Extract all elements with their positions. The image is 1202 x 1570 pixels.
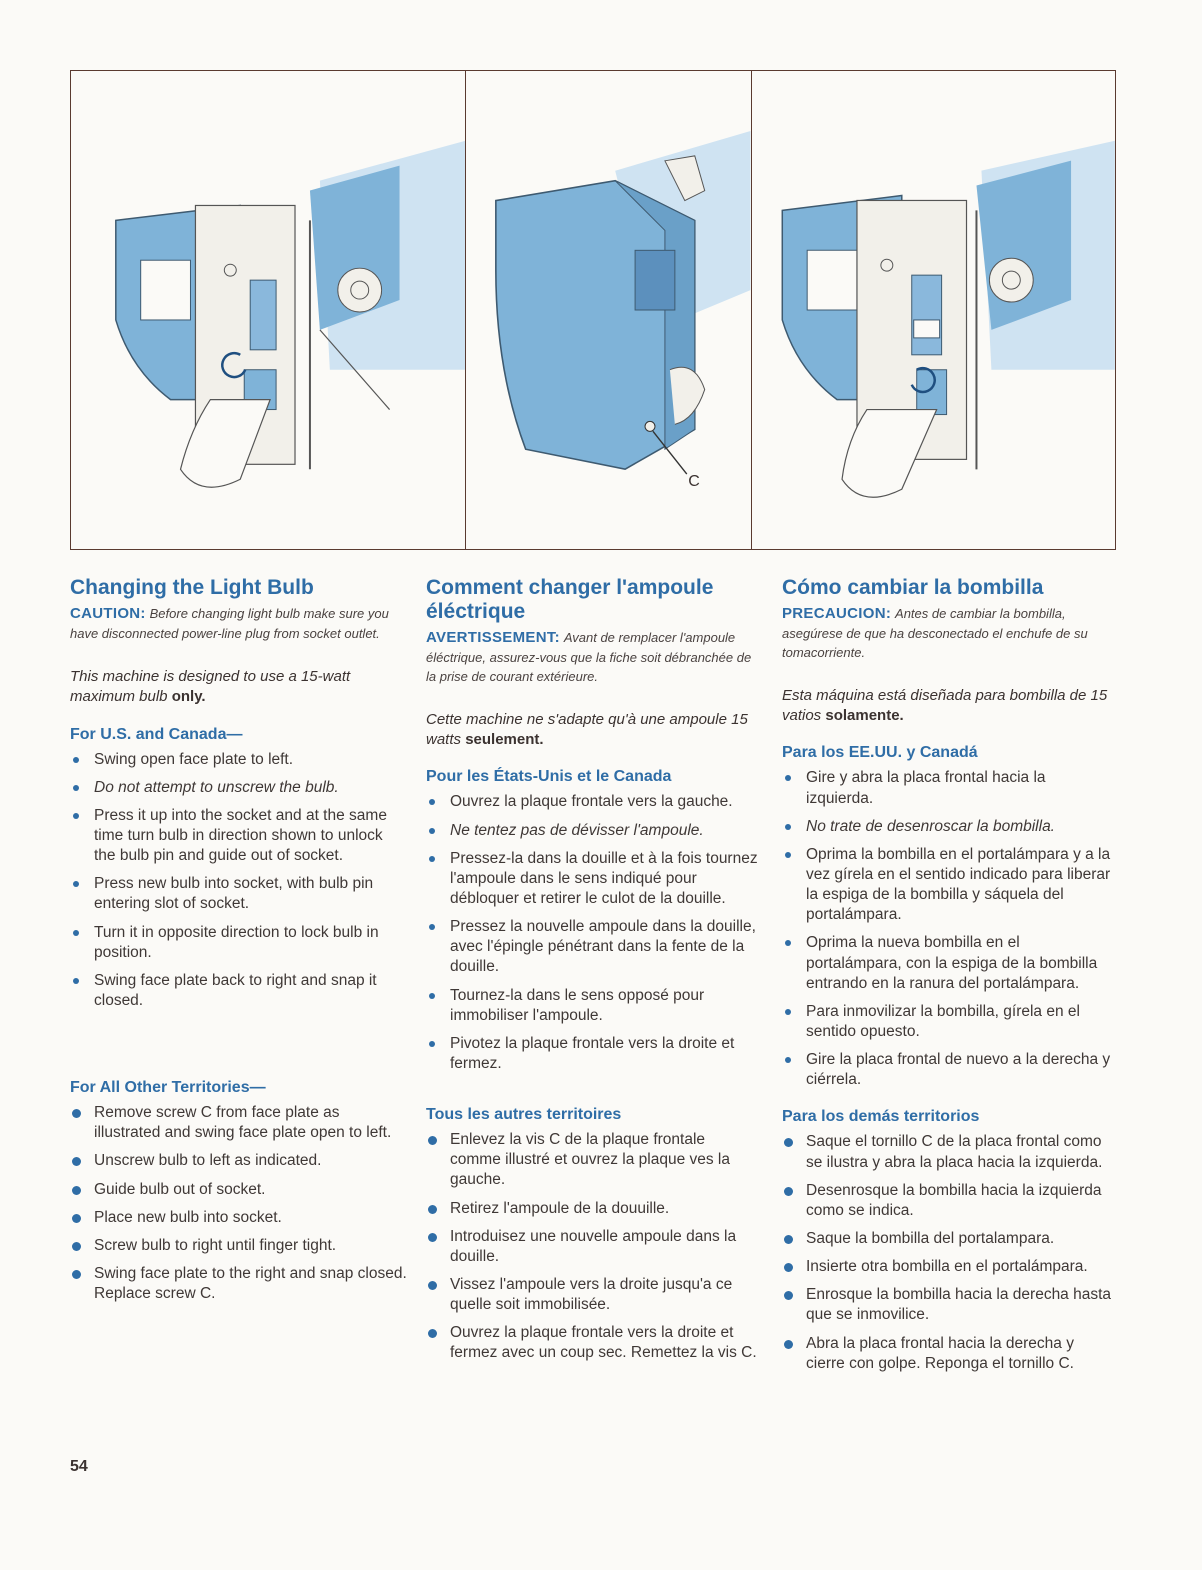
list-item: Ne tentez pas de dévisser l'ampoule.	[426, 821, 760, 841]
list-item: Ouvrez la plaque frontale vers la gauche.	[426, 792, 760, 812]
french-us-heading: Pour les États-Unis et le Canada	[426, 768, 672, 786]
page-number: 54	[70, 1458, 88, 1475]
spanish-us-heading: Para los EE.UU. y Canadá	[782, 744, 978, 762]
list-item: Enrosque la bombilla hacia la derecha hasta que se inmovilice.	[782, 1285, 1116, 1325]
english-other-heading: For All Other Territories—	[70, 1079, 266, 1097]
list-item: Oprima la nueva bombilla en el portalámpara, con la espiga de la bombilla entrando en la ranura del portalámpara.	[782, 933, 1116, 993]
spanish-note-text: Esta máquina está diseñada para bombilla de 15 vatios	[782, 686, 1108, 725]
illustration-closed-faceplate-screw-c	[466, 71, 751, 549]
english-note-text: This machine is designed to use a 15-watt maximum bulb	[70, 668, 351, 706]
french-us-steps	[426, 792, 760, 1074]
english-wattage-note	[70, 667, 408, 708]
list-item: Swing face plate to the right and snap closed. Replace screw C.	[70, 1264, 408, 1304]
french-title: Comment changer l'ampoule éléctrique	[426, 576, 714, 623]
list-item: Saque la bombilla del portalampara.	[782, 1229, 1116, 1249]
illustration-insert-new-bulb	[752, 71, 1115, 549]
spanish-other-heading: Para los demás territorios	[782, 1108, 980, 1126]
list-item: Oprima la bombilla en el portalámpara y a la vez gírela en el sentido indicado para liberar la espiga de la bombilla y sáquela del portalámpara.	[782, 845, 1116, 926]
english-us-steps	[70, 750, 408, 1012]
english-note-strong: only.	[171, 688, 206, 706]
list-item: Guide bulb out of socket.	[70, 1180, 408, 1200]
spanish-caution-text: Antes de cambiar la bombilla, asegúrese de que ha desconectado el enchufe de su tomacorriente.	[782, 605, 1088, 661]
illustration-row	[70, 70, 1116, 550]
list-item: Turn it in opposite direction to lock bulb in position.	[70, 923, 408, 963]
french-caution-lead: AVERTISSEMENT:	[426, 628, 560, 646]
french-caution	[426, 628, 760, 686]
list-item: Ouvrez la plaque frontale vers la droite et fermez avec un coup sec. Remettez la vis C.	[426, 1323, 760, 1363]
list-item: No trate de desenroscar la bombilla.	[782, 817, 1116, 837]
spanish-title: Cómo cambiar la bombilla	[782, 576, 1044, 599]
english-caution	[70, 604, 408, 643]
list-item: Tournez-la dans le sens opposé pour immobiliser l'ampoule.	[426, 986, 760, 1026]
list-item: Swing open face plate to left.	[70, 750, 408, 770]
column-spanish	[782, 572, 1116, 1452]
english-caution-text: Before changing light bulb make sure you have disconnected power-line plug from socket outlet.	[70, 605, 389, 642]
french-note-strong: seulement.	[465, 731, 544, 749]
list-item: Gire y abra la placa frontal hacia la izquierda.	[782, 768, 1116, 808]
list-item: Swing face plate back to right and snap it closed.	[70, 971, 408, 1011]
list-item: Do not attempt to unscrew the bulb.	[70, 778, 408, 798]
english-other-steps	[70, 1103, 408, 1304]
list-item: Pressez-la dans la douille et à la fois tournez l'ampoule dans le sens indiqué pour débloquer et retirer le culot de la douille.	[426, 849, 760, 909]
spanish-note-strong: solamente.	[825, 707, 904, 725]
list-item: Saque el tornillo C de la placa frontal como se ilustra y abra la placa hacia la izquierda.	[782, 1132, 1116, 1172]
english-caution-lead: CAUTION:	[70, 604, 146, 622]
list-item: Enlevez la vis C de la plaque frontale comme illustré et ouvrez la plaque ves la gauche.	[426, 1130, 760, 1190]
spanish-us-steps	[782, 768, 1116, 1090]
french-note-text: Cette machine ne s'adapte qu'à une ampoule 15 watts	[426, 710, 748, 749]
english-us-heading: For U.S. and Canada—	[70, 725, 243, 743]
list-item: Desenrosque la bombilla hacia la izquierda como se indica.	[782, 1181, 1116, 1221]
english-title: Changing the Light Bulb	[70, 576, 314, 599]
spanish-other-steps	[782, 1132, 1116, 1373]
list-item: Press it up into the socket and at the same time turn bulb in direction shown to unlock the bulb pin and guide out of socket.	[70, 806, 408, 866]
list-item: Vissez l'ampoule vers la droite jusqu'a ce quelle soit immobilisée.	[426, 1275, 760, 1315]
spanish-caution-lead: PRECAUCION:	[782, 604, 892, 622]
list-item: Gire la placa frontal de nuevo a la derecha y ciérrela.	[782, 1050, 1116, 1090]
column-french	[426, 572, 760, 1452]
list-item: Pressez la nouvelle ampoule dans la douille, avec l'épingle pénétrant dans la fente de la douille.	[426, 917, 760, 977]
list-item: Press new bulb into socket, with bulb pin entering slot of socket.	[70, 874, 408, 914]
french-other-steps	[426, 1130, 760, 1363]
spanish-caution	[782, 604, 1116, 662]
list-item: Para inmovilizar la bombilla, gírela en el sentido opuesto.	[782, 1002, 1116, 1042]
column-english	[70, 572, 408, 1452]
french-caution-text: Avant de remplacer l'ampoule éléctrique, assurez-vous que la fiche soit débranchée de la prise de courant extérieure.	[426, 629, 752, 685]
list-item: Insierte otra bombilla en el portalámpara.	[782, 1257, 1116, 1277]
list-item: Remove screw C from face plate as illustrated and swing face plate open to left.	[70, 1103, 408, 1143]
list-item: Screw bulb to right until finger tight.	[70, 1236, 408, 1256]
french-wattage-note	[426, 710, 760, 751]
instruction-columns	[70, 572, 1116, 1452]
list-item: Retirez l'ampoule de la douuille.	[426, 1199, 760, 1219]
list-item: Pivotez la plaque frontale vers la droite et fermez.	[426, 1034, 760, 1074]
illustration-open-faceplate-remove-bulb	[71, 71, 466, 549]
list-item: Unscrew bulb to left as indicated.	[70, 1151, 408, 1171]
list-item: Place new bulb into socket.	[70, 1208, 408, 1228]
french-other-heading: Tous les autres territoires	[426, 1106, 622, 1124]
spanish-wattage-note	[782, 686, 1116, 727]
list-item: Abra la placa frontal hacia la derecha y cierre con golpe. Reponga el tornillo C.	[782, 1334, 1116, 1374]
list-item: Introduisez une nouvelle ampoule dans la douille.	[426, 1227, 760, 1267]
screw-c-label: C	[688, 473, 700, 490]
